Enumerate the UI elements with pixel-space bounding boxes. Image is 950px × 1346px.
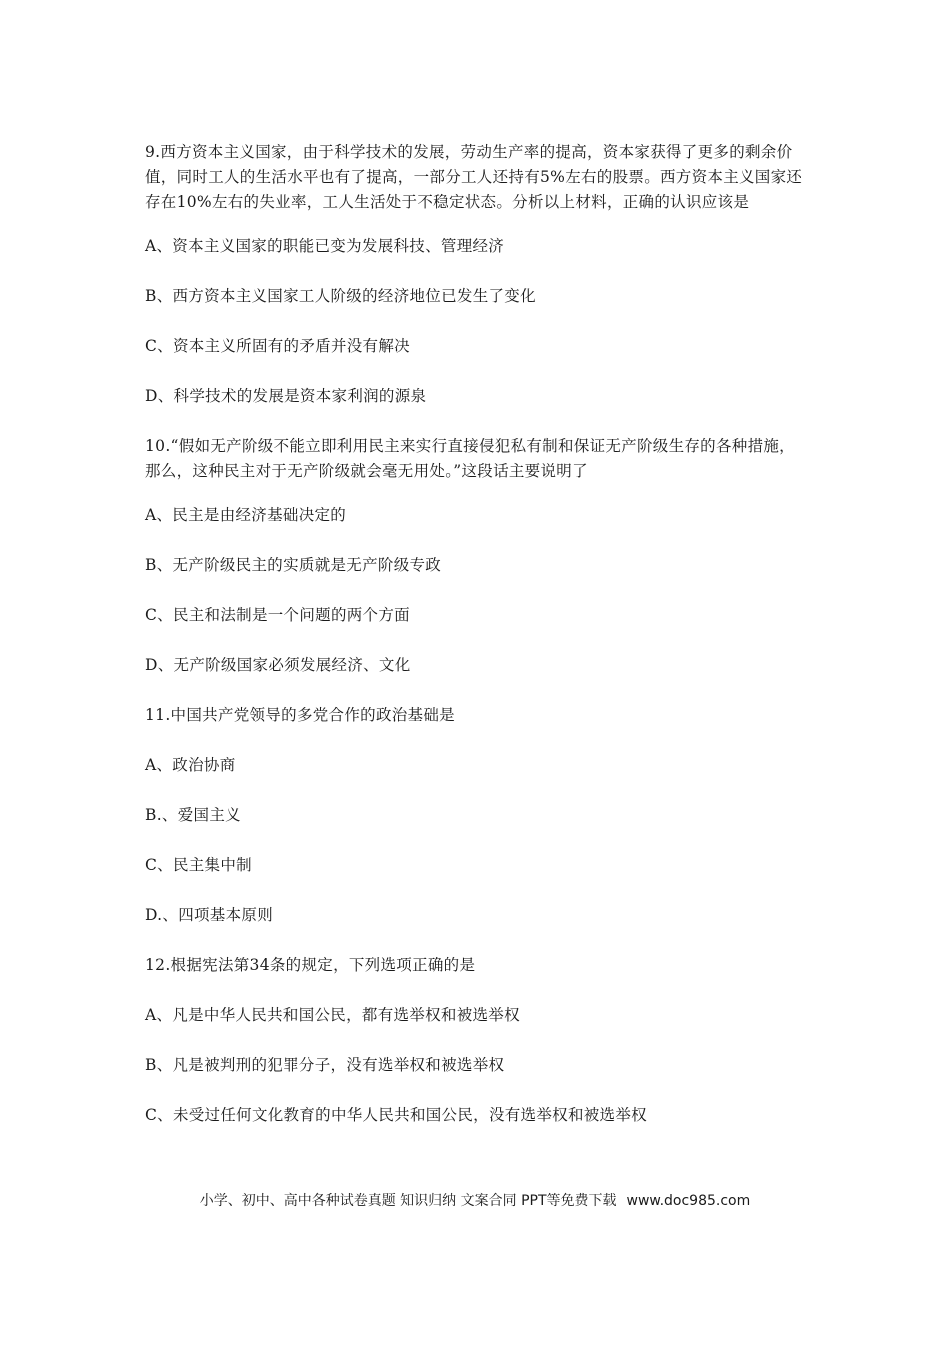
option-c: C、民主集中制 <box>145 856 252 874</box>
option-d: D、科学技术的发展是资本家利润的源泉 <box>145 387 427 405</box>
footer <box>0 1190 950 1210</box>
question-9 <box>145 140 810 409</box>
document-body <box>145 140 810 1153</box>
option-b: B.、爱国主义 <box>145 806 241 824</box>
option-d: D.、四项基本原则 <box>145 906 274 924</box>
question-stem: 9.西方资本主义国家，由于科学技术的发展，劳动生产率的提高，资本家获得了更多的剩余价值，同时工人的生活水平也有了提高，一部分工人还持有5%左右的股票。西方资本主义国家还存在10%左右的失业率，工人生活处于不稳定状态。分析以上材料，正确的认识应该是 <box>145 143 803 211</box>
question-stem: 11.中国共产党领导的多党合作的政治基础是 <box>145 706 455 724</box>
option-a: A、资本主义国家的职能已变为发展科技、管理经济 <box>145 237 505 255</box>
question-stem: 10.“假如无产阶级不能立即利用民主来实行直接侵犯私有制和保证无产阶级生存的各种措施，那么，这种民主对于无产阶级就会毫无用处。”这段话主要说明了 <box>145 437 795 480</box>
option-b: B、西方资本主义国家工人阶级的经济地位已发生了变化 <box>145 287 536 305</box>
option-c: C、资本主义所固有的矛盾并没有解决 <box>145 337 410 355</box>
footer-text: 小学、初中、高中各种试卷真题 知识归纳 文案合同 PPT等免费下载 <box>199 1193 617 1209</box>
question-stem: 12.根据宪法第34条的规定，下列选项正确的是 <box>145 956 476 974</box>
question-12 <box>145 953 810 1128</box>
option-a: A、政治协商 <box>145 756 236 774</box>
option-b: B、无产阶级民主的实质就是无产阶级专政 <box>145 556 442 574</box>
option-d: D、无产阶级国家必须发展经济、文化 <box>145 656 411 674</box>
option-b: B、凡是被判刑的犯罪分子，没有选举权和被选举权 <box>145 1056 505 1074</box>
footer-url[interactable]: www.doc985.com <box>626 1193 751 1209</box>
option-c: C、民主和法制是一个问题的两个方面 <box>145 606 410 624</box>
question-11 <box>145 703 810 928</box>
option-a: A、民主是由经济基础决定的 <box>145 506 347 524</box>
option-c: C、未受过任何文化教育的中华人民共和国公民，没有选举权和被选举权 <box>145 1106 647 1124</box>
option-a: A、凡是中华人民共和国公民，都有选举权和被选举权 <box>145 1006 520 1024</box>
question-10 <box>145 434 810 678</box>
